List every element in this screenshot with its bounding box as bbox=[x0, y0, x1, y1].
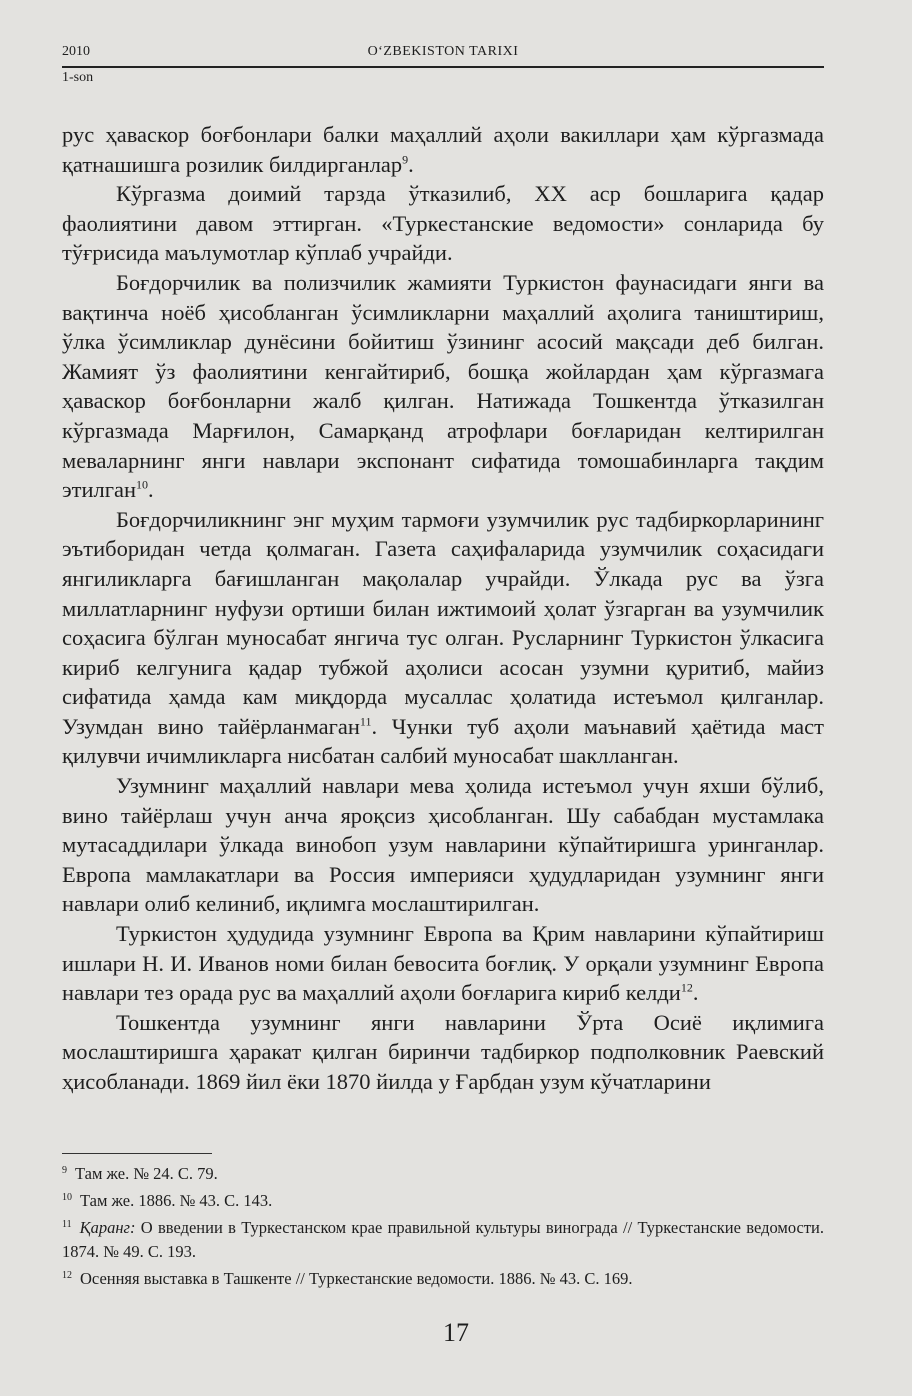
footnote bbox=[62, 1189, 824, 1213]
emphasis-text: Қаранг: bbox=[79, 1218, 136, 1237]
footnotes bbox=[62, 1162, 824, 1294]
paragraph bbox=[62, 268, 824, 505]
footnote-number: 11 bbox=[62, 1218, 72, 1230]
footnote-ref: 9 bbox=[402, 152, 409, 167]
footnote-rule bbox=[62, 1153, 212, 1154]
paragraph bbox=[62, 120, 824, 179]
body-text bbox=[62, 120, 824, 1097]
text-run: Боғдорчиликнинг энг муҳим тармоғи узумчилик рус тадбиркорларининг эътиборидан четда қолмаган. Газета саҳифаларида узумчилик соҳасидаги янгиликларга бағишланган мақолалар учрайди. Ўлкада рус ва ўзга миллатларнинг нуфузи ортиши билан ижтимоий ҳолат ўзгарган ва узумчилик соҳасига бўлган муносабат янгича тус олган. Русларнинг Туркистон ўлкасига кириб келгунига қадар тубжой аҳолиси асосан узумни қуритиб, майиз сифатида ҳамда кам миқдорда мусаллас ҳолатида истеъмол қилганлар. Узумдан вино тайёрланмаган bbox=[62, 506, 824, 739]
paragraph bbox=[62, 919, 824, 1008]
paragraph bbox=[62, 179, 824, 268]
header-rule bbox=[62, 66, 824, 68]
text-run: . bbox=[148, 477, 154, 503]
footnote-number: 9 bbox=[62, 1164, 67, 1176]
running-header bbox=[62, 44, 824, 64]
paragraph bbox=[62, 771, 824, 919]
footnote-ref: 12 bbox=[680, 980, 693, 995]
paragraph bbox=[62, 505, 824, 771]
footnote bbox=[62, 1267, 824, 1291]
text-run: Там же. 1886. № 43. С. 143. bbox=[80, 1191, 273, 1210]
footnote-ref: 11 bbox=[359, 714, 372, 729]
text-run: . bbox=[692, 980, 699, 1006]
text-run: . Чунки туб аҳоли маънавий ҳаётида маст қилувчи ичимликларга нисбатан салбий муносабат шаклланган. bbox=[62, 713, 824, 769]
header-journal-title: O‘ZBEKISTON TARIXI bbox=[367, 44, 519, 59]
footnote-number: 12 bbox=[62, 1269, 72, 1281]
footnote bbox=[62, 1216, 824, 1264]
footnote-ref: 10 bbox=[136, 477, 149, 492]
text-run: Туркистон ҳудудида узумнинг Европа ва Қрим навларини кўпайтириш ишлари Н. И. Иванов номи билан бевосита боғлиқ. У орқали узумнинг Европа навлари тез орада рус ва маҳаллий аҳоли боғларига кириб келди bbox=[62, 921, 824, 1006]
footnote bbox=[62, 1162, 824, 1186]
text-run: Боғдорчилик ва полизчилик жамияти Туркистон фаунасидаги янги ва вақтинча ноёб ҳисобланган ўсимликларни маҳаллий аҳолига таништириш, ўлка ўсимликлар дунёсини бойитиш ўзининг асосий мақсади деб билган. Жамият ўз фаолиятини кенгайтириб, бошқа жойлардан ҳам кўргазмага ҳаваскор боғбонларни жалб қилган. Натижада Тошкентда ўтказилган кўргазмада Марғилон, Самарқанд атрофлари боғларидан келтирилган меваларнинг янги навлари экспонант сифатида томошабинларга тақдим этилган bbox=[62, 269, 824, 503]
text-run: О введении в Туркестанском крае правильной культуры винограда // Туркестанские ведомости. 1874. № 49. С. 193. bbox=[62, 1218, 824, 1261]
text-run: Узумнинг маҳаллий навлари мева ҳолида истеъмол учун яхши бўлиб, вино тайёрлаш учун анча яроқсиз ҳисобланган. Шу сабабдан мустамлака мутасаддилари ўлкада винобоп узум навларини кўпайтиришга уринганлар. Европа мамлакатлари ва Россия империяси ҳудудларидан узумнинг янги навлари олиб келиниб, иқлимга мослаштирилган. bbox=[62, 773, 824, 917]
footnote-number: 10 bbox=[62, 1191, 72, 1203]
text-run: Там же. № 24. С. 79. bbox=[75, 1164, 218, 1183]
text-run: Кўргазма доимий тарзда ўтказилиб, XX аср бошларига қадар фаолиятини давом эттирган. «Туркестанские ведомости» сонларида бу тўғрисида маълумотлар кўплаб учрайди. bbox=[62, 181, 824, 266]
page-number: 17 bbox=[443, 1318, 469, 1347]
text-run: Тошкентда узумнинг янги навларини Ўрта Осиё иқлимига мослаштиришга ҳаракат қилган биринчи тадбиркор подполковник Раевский ҳисобланади. 1869 йил ёки 1870 йилда у Ғарбдан узум кўчатларини bbox=[62, 1009, 824, 1094]
text-run: рус ҳаваскор боғбонлари балки маҳаллий аҳоли вакиллари ҳам кўргазмада қатнашишга розилик билдирганлар bbox=[62, 122, 824, 177]
paragraph bbox=[62, 1008, 824, 1097]
header-year: 2010 bbox=[62, 44, 90, 59]
header-issue: 1-son bbox=[62, 70, 94, 85]
text-run: Осенняя выставка в Ташкенте // Туркестанские ведомости. 1886. № 43. С. 169. bbox=[80, 1269, 633, 1288]
text-run: . bbox=[408, 151, 414, 177]
